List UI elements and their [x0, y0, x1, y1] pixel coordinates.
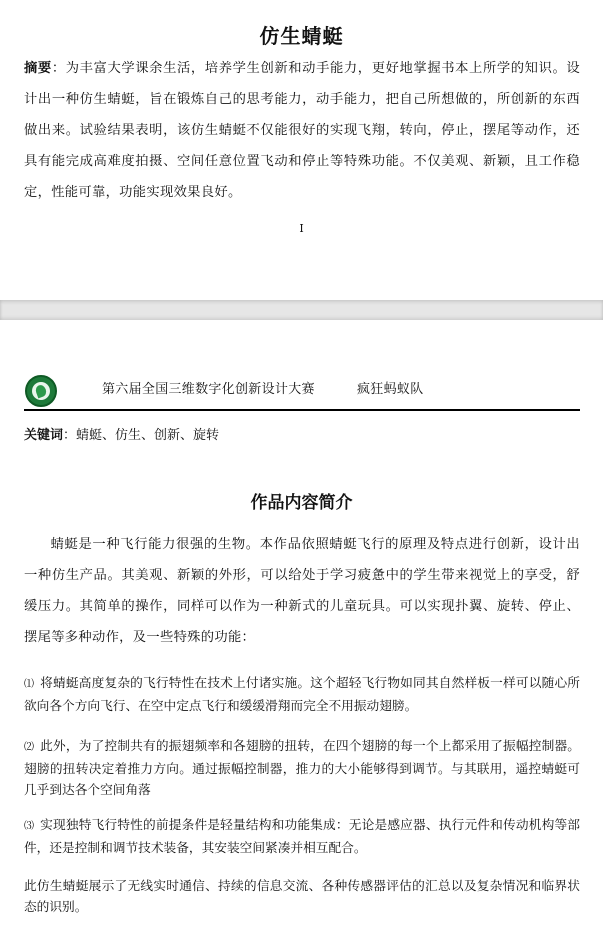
abstract-paragraph [24, 53, 580, 208]
keywords-text: ：蜻蜓、仿生、创新、旋转 [63, 428, 220, 443]
feature-item-text: 实现独特飞行特性的前提条件是轻量结构和功能集成：无论是感应器、执行元件和传动机构等部件，还是控制和调节技术装备，其安装空间紧凑并相互配合。 [24, 817, 580, 855]
keywords-line [24, 424, 219, 443]
feature-item-number: ⑵ [24, 742, 35, 753]
header-team-name: 疯狂蚂蚁队 [357, 382, 424, 397]
abstract-text: ：为丰富大学课余生活，培养学生创新和动手能力，更好地掌握书本上所学的知识。设计出一种仿生蜻蜓，旨在锻炼自己的思考能力，动手能力，把自己所想做的，所创新的东西做出来。试验结果表明，该仿生蜻蜓不仅能很好的实现飞翔，转向，停止，摆尾等动作，还具有能完成高难度拍摄、空间任意位置飞动和停止等特殊功能。不仅美观、新颖，且工作稳定，性能可靠，功能实现效果良好。 [24, 61, 580, 200]
feature-item [24, 814, 580, 858]
keywords-label: 关键词 [24, 428, 64, 443]
page-header [24, 371, 580, 411]
page-separator [0, 300, 603, 320]
section-title: 作品内容简介 [250, 493, 353, 513]
feature-item-text: 此外，为了控制共有的振翅频率和各翅膀的扭转，在四个翅膀的每一个上都采用了振幅控制器。翅膀的扭转决定着推力方向。通过振幅控制器，推力的大小能够得到调节。与其联用，遥控蜻蜓可几乎到达各个空间角落 [24, 738, 580, 797]
feature-item [24, 672, 580, 716]
school-logo-icon [25, 375, 57, 407]
feature-item-text: 将蜻蜓高度复杂的飞行特性在技术上付诸实施。这个超轻飞行物如同其自然样板一样可以随心所欲向各个方向飞行、在空中定点飞行和缓缓滑翔而完全不用振动翅膀。 [24, 675, 580, 713]
feature-item-number: ⑴ [24, 679, 35, 690]
header-contest-name: 第六届全国三维数字化创新设计大赛 [102, 382, 315, 397]
document-page-2 [0, 320, 603, 928]
closing-paragraph: 此仿生蜻蜓展示了无线实时通信、持续的信息交流、各种传感器评估的汇总以及复杂情况和临界状态的识别。 [24, 878, 580, 914]
document-page-1 [0, 0, 603, 300]
page-title: 仿生蜻蜓 [259, 24, 344, 48]
intro-paragraph: 蜻蜓是一种飞行能力很强的生物。本作品依照蜻蜓飞行的原理及特点进行创新，设计出一种仿生产品。其美观、新颖的外形，可以给处于学习疲惫中的学生带来视觉上的享受，舒缓压力。其简单的操作，同样可以作为一种新式的儿童玩具。可以实现扑翼、旋转、停止、摆尾等多种动作，及一些特殊的功能： [24, 537, 580, 645]
abstract-label: 摘要 [24, 61, 52, 76]
feature-item-number: ⑶ [24, 821, 35, 832]
feature-item [24, 735, 580, 800]
page-number: I [299, 222, 304, 235]
